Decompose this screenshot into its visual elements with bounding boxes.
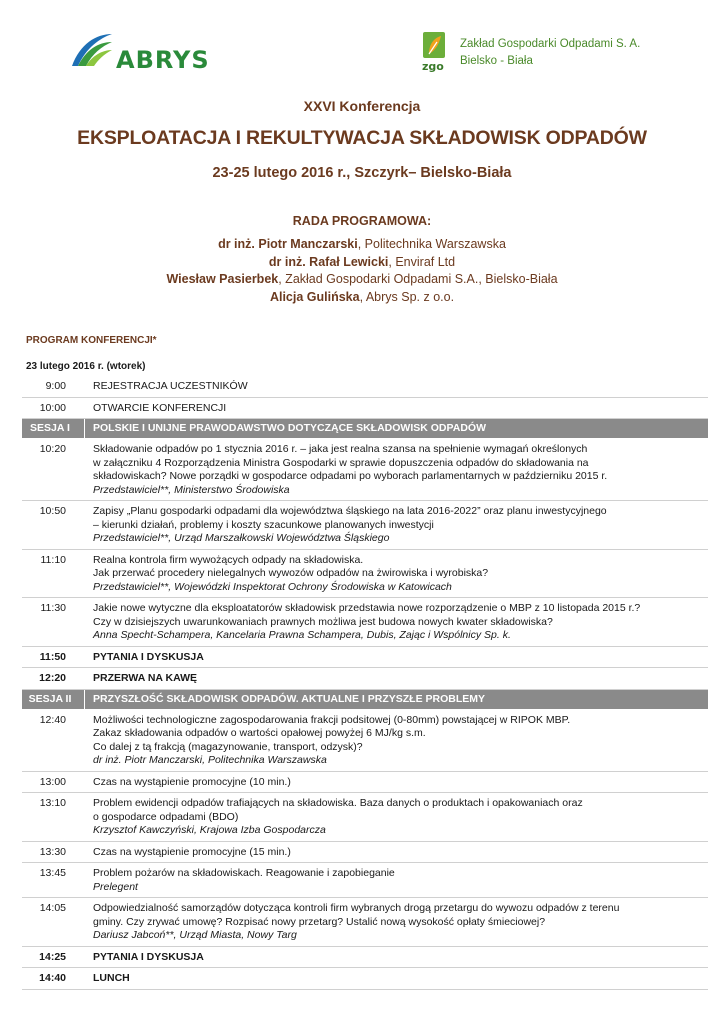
agenda-row [22,398,708,420]
agenda-speaker: dr inż. Piotr Manczarski, Politechnika Warszawska [93,754,327,766]
council-member-affiliation: , Abrys Sp. z o.o. [359,289,455,304]
council-member-affiliation: , Zakład Gospodarki Odpadami S.A., Bielsko-Biała [278,272,558,286]
agenda-row [22,598,708,647]
agenda-text-line: Składowanie odpadów po 1 stycznia 2016 r. – jaka jest realna szansa na spełnienie wymagań określonych [93,443,588,455]
agenda-text-line: o gospodarce odpadami (BDO) [93,810,239,823]
agenda-row [22,863,708,898]
session-title: PRZYSZŁOŚĆ SKŁADOWISK ODPADÓW. AKTUALNE I PRZYSZŁE PROBLEMY [93,692,486,705]
council-member [0,271,724,289]
council-member [0,236,724,254]
agenda-text-line: Problem pożarów na składowiskach. Reagowanie i zapobieganie [93,867,395,879]
agenda-time: 12:20 [39,672,66,684]
agenda-content [93,376,708,397]
session-divider [84,419,85,438]
agenda-content [93,842,708,863]
agenda-time: 12:40 [39,713,66,726]
agenda-text-line: gminy. Czy zrywać umowę? Rozpisać nowy przetarg? Ustalić nową wysokość opłaty śmieciowej? [93,915,546,928]
agenda-row [22,647,708,669]
zgo-logo [420,30,680,74]
session-divider [84,690,85,709]
agenda-content [93,772,708,793]
agenda-content [93,598,708,646]
agenda-speaker: Prelegent [93,880,138,893]
agenda-row [22,668,708,690]
agenda-text-line: w załączniku 4 Rozporządzenia Ministra Gospodarki w sprawie dopuszczenia odpadów do składowania na [93,456,589,469]
agenda-content [93,668,708,689]
agenda-time: 13:45 [39,867,66,879]
agenda-row [22,842,708,864]
session-header [22,690,708,710]
council-member-affiliation: , Politechnika Warszawska [357,237,506,251]
agenda-content [93,898,708,946]
zgo-mark-text: zgo [422,60,444,73]
agenda-speaker: Przedstawiciel**, Wojewódzki Inspektorat Ochrony Środowiska w Katowicach [93,580,452,593]
agenda-row [22,710,708,772]
agenda-text-line: składowiskach? Nowe porządki w gospodarce odpadami po wyborach parlamentarnych w październiku 2015 r. [93,470,608,482]
agenda-speaker: Przedstawiciel**, Ministerstwo Środowiska [93,483,290,496]
agenda-time: 10:50 [39,505,66,517]
agenda-speaker: Krzysztof Kawczyński, Krajowa Izba Gospodarcza [93,824,326,836]
zgo-company-name [460,36,640,70]
program-title: PROGRAM KONFERENCJI* [26,335,157,346]
agenda-content [93,550,708,598]
agenda-content [93,968,708,989]
council-member-affiliation: , Enviraf Ltd [388,254,456,269]
zgo-name-line2: Bielsko - Biała [460,55,533,67]
agenda-content [93,501,708,549]
agenda-row [22,501,708,550]
agenda-content [93,947,708,968]
council-member-name: dr inż. Rafał Lewicki [268,254,389,269]
agenda-row [22,550,708,599]
council-member [0,289,724,307]
conference-date-place: 23-25 lutego 2016 r., Szczyrk– Bielsko-Biała [212,165,512,181]
agenda-time: 9:00 [45,380,66,392]
agenda-time: 13:30 [39,845,66,858]
council-member [0,254,724,272]
agenda-text-line: Czas na wystąpienie promocyjne (15 min.) [93,845,291,858]
conference-number: XXVI Konferencja [303,98,421,114]
agenda-text-line: Odpowiedzialność samorządów dotycząca kontroli firm wybranych drogą przetargu do wywozu odpadów z terenu [93,902,620,914]
agenda-text-line: PRZERWA NA KAWĘ [93,672,198,684]
session-title: POLSKIE I UNIJNE PRAWODAWSTWO DOTYCZĄCE SKŁADOWISK ODPADÓW [93,422,486,434]
agenda-row [22,772,708,794]
conference-title: EKSPLOATACJA I REKULTYWACJA SKŁADOWISK ODPADÓW [77,127,647,149]
session-label: SESJA II [28,692,72,705]
agenda-content [93,793,708,841]
agenda-time: 11:50 [39,650,66,663]
agenda-text-line: Zakaz składowania odpadów o wartości opałowej powyżej 6 MJ/kg s.m. [93,727,426,739]
abrys-swoosh-icon [70,30,114,70]
agenda-table [22,376,708,990]
agenda-text-line: Czas na wystąpienie promocyjne (10 min.) [93,775,291,788]
agenda-text-line: Zapisy „Planu gospodarki odpadami dla województwa śląskiego na lata 2016-2022” oraz planu inwestycyjnego [93,505,607,517]
agenda-content [93,710,708,771]
agenda-text-line: Co dalej z tą frakcją (magazynowanie, transport, odzysk)? [93,740,363,753]
agenda-text-line: LUNCH [93,972,130,984]
agenda-text-line: Jakie nowe wytyczne dla eksploatatorów składowisk przedstawia nowe rozporządzenie o MBP z 10 listopada 2015 r.? [93,602,641,614]
agenda-text-line: REJESTRACJA UCZESTNIKÓW [93,380,248,392]
agenda-time: 11:10 [40,553,66,566]
agenda-text-line: Jak przerwać procedery nielegalnych wywozów odpadów na żwirowiska i wyrobiska? [93,567,489,579]
day-label: 23 lutego 2016 r. (wtorek) [26,361,146,372]
agenda-text-line: Realna kontrola firm wywożących odpady na składowiska. [93,553,364,566]
session-header [22,419,708,439]
agenda-time: 14:25 [39,950,66,963]
agenda-row [22,439,708,501]
council-member-name: dr inż. Piotr Manczarski [218,237,358,251]
program-council [0,212,724,306]
agenda-row [22,968,708,990]
agenda-text-line: OTWARCIE KONFERENCJI [93,401,227,414]
agenda-row [22,898,708,947]
agenda-row [22,947,708,969]
agenda-time: 13:10 [39,797,66,809]
agenda-content [93,863,708,897]
agenda-time: 11:30 [40,602,66,614]
agenda-text-line: PYTANIA I DYSKUSJA [93,650,204,663]
council-title: RADA PROGRAMOWA: [292,214,432,228]
agenda-content [93,398,708,419]
header [0,0,724,90]
abrys-logo [70,26,230,74]
council-member-name: Wiesław Pasierbek [166,272,279,286]
agenda-speaker: Anna Specht-Schampera, Kancelaria Prawna Schampera, Dubis, Zając i Wspólnicy Sp. k. [93,629,511,641]
agenda-time: 10:20 [39,443,66,455]
conference-title-block [0,96,724,183]
agenda-text-line: – kierunki działań, problemy i koszty szacunkowe planowanych inwestycji [93,518,434,531]
agenda-content [93,439,708,500]
zgo-name-line1: Zakład Gospodarki Odpadami S. A. [460,38,641,50]
agenda-time: 14:40 [39,972,66,984]
abrys-logo-text: ABRYS [116,46,210,74]
agenda-text-line: Czy w dzisiejszych uwarunkowaniach prawnych możliwa jest budowa nowych kwater składowiska? [93,615,553,628]
agenda-text-line: Problem ewidencji odpadów trafiających na składowiska. Baza danych o produktach i opakowaniach oraz [93,797,583,809]
agenda-speaker: Dariusz Jabcoń**, Urząd Miasta, Nowy Targ [93,929,297,941]
agenda-row [22,793,708,842]
agenda-time: 13:00 [39,775,66,788]
agenda-text-line: Możliwości technologiczne zagospodarowania frakcji podsitowej (0-80mm) powstającej w RIPOK MBP. [93,713,571,726]
agenda-row [22,376,708,398]
council-member-name: Alicja Gulińska [269,289,360,304]
agenda-time: 14:05 [39,902,66,914]
agenda-time: 10:00 [39,401,66,414]
agenda-content [93,647,708,668]
session-label: SESJA I [30,422,70,434]
agenda-text-line: PYTANIA I DYSKUSJA [93,950,204,963]
council-members [0,236,724,306]
agenda-speaker: Przedstawiciel**, Urząd Marszałkowski Województwa Śląskiego [93,532,390,544]
